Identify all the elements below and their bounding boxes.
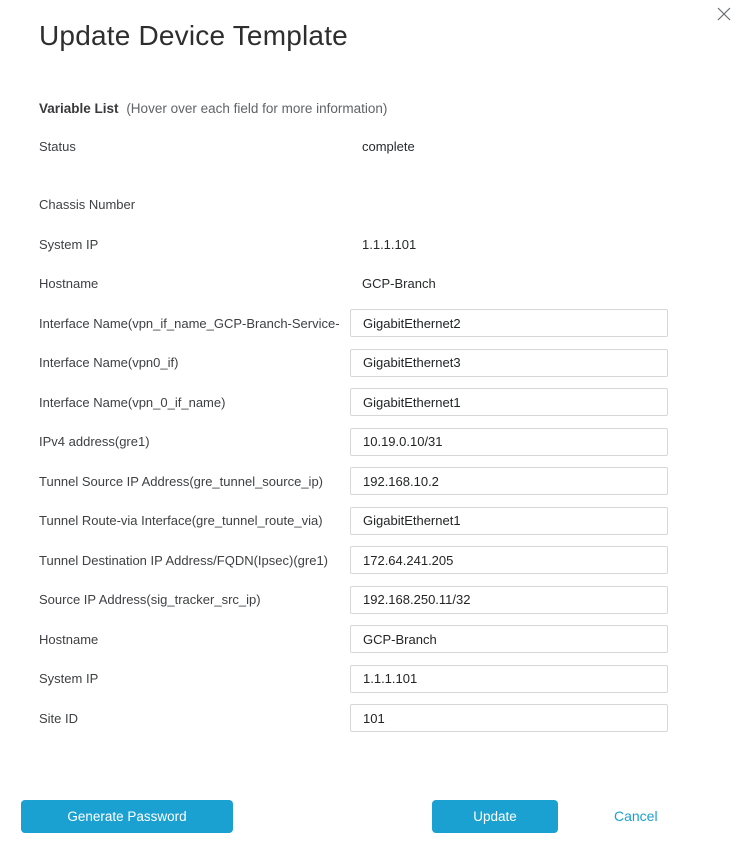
field-label: System IP xyxy=(39,671,99,687)
field-label: Source IP Address(sig_tracker_src_ip) xyxy=(39,592,261,608)
field-label: Tunnel Route-via Interface(gre_tunnel_route_via) xyxy=(39,513,323,529)
field-value xyxy=(350,625,668,653)
field-row xyxy=(39,422,668,462)
field-input[interactable] xyxy=(350,665,668,693)
field-input[interactable] xyxy=(350,388,668,416)
field-row xyxy=(39,185,668,225)
field-row xyxy=(39,264,668,304)
field-row xyxy=(39,383,668,423)
field-row xyxy=(39,659,668,699)
field-row xyxy=(39,501,668,541)
field-value xyxy=(350,428,668,456)
generate-password-button[interactable]: Generate Password xyxy=(21,800,233,833)
field-value xyxy=(350,586,668,614)
field-label: Interface Name(vpn_0_if_name) xyxy=(39,394,226,410)
field-static-value: 1.1.1.101 xyxy=(362,236,417,252)
field-label: IPv4 address(gre1) xyxy=(39,434,150,450)
field-value xyxy=(350,467,668,495)
field-value xyxy=(350,349,668,377)
field-value xyxy=(350,665,668,693)
field-static-value: complete xyxy=(362,139,415,155)
field-label: System IP xyxy=(39,236,99,252)
update-button[interactable]: Update xyxy=(432,800,558,833)
field-input[interactable] xyxy=(350,586,668,614)
field-input[interactable] xyxy=(350,428,668,456)
field-row xyxy=(39,620,668,660)
field-value xyxy=(350,704,668,732)
field-value xyxy=(350,309,668,337)
field-label: Tunnel Source IP Address(gre_tunnel_source_ip) xyxy=(39,473,324,489)
field-row xyxy=(39,462,668,502)
field-row xyxy=(39,304,668,344)
field-value xyxy=(350,237,668,252)
field-value xyxy=(350,546,668,574)
field-label: Interface Name(vpn_if_name_GCP-Branch-Service- xyxy=(39,315,340,331)
field-value xyxy=(350,507,668,535)
close-button[interactable] xyxy=(716,6,732,22)
field-row xyxy=(39,580,668,620)
field-row xyxy=(39,225,668,265)
field-input[interactable] xyxy=(350,467,668,495)
field-input[interactable] xyxy=(350,309,668,337)
field-label: Status xyxy=(39,139,76,155)
field-input[interactable] xyxy=(350,507,668,535)
variable-list-hint: (Hover over each field for more information) xyxy=(126,101,388,116)
field-input[interactable] xyxy=(350,704,668,732)
variable-list-header xyxy=(39,101,387,116)
field-value xyxy=(350,139,668,154)
field-label: Chassis Number xyxy=(39,197,136,213)
field-label: Hostname xyxy=(39,631,99,647)
field-value xyxy=(350,276,668,291)
field-value xyxy=(350,388,668,416)
field-row xyxy=(39,127,668,167)
field-label: Hostname xyxy=(39,276,99,292)
field-input[interactable] xyxy=(350,625,668,653)
field-label: Site ID xyxy=(39,710,79,726)
field-rows xyxy=(39,127,668,738)
field-static-value: GCP-Branch xyxy=(362,276,436,292)
variable-list-heading: Variable List xyxy=(39,101,119,116)
cancel-button[interactable]: Cancel xyxy=(614,800,658,833)
field-row xyxy=(39,699,668,739)
field-row xyxy=(39,541,668,581)
field-input[interactable] xyxy=(350,349,668,377)
field-input[interactable] xyxy=(350,546,668,574)
field-row xyxy=(39,343,668,383)
field-label: Tunnel Destination IP Address/FQDN(Ipsec)(gre1) xyxy=(39,552,329,568)
field-label: Interface Name(vpn0_if) xyxy=(39,355,179,371)
close-icon xyxy=(716,6,732,22)
page-title: Update Device Template xyxy=(39,20,348,51)
